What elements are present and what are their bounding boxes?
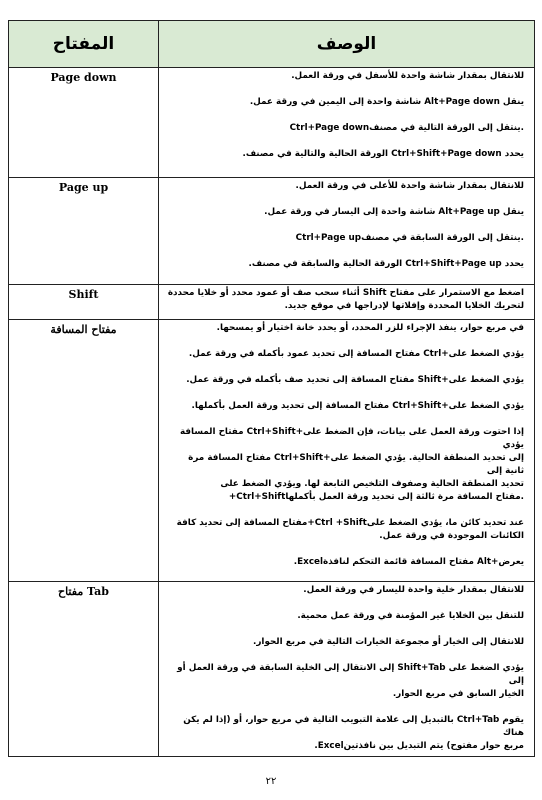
description-line: يعرض+Alt مفتاح المسافة قائمة التحكم لنافذةExcel. [293, 557, 524, 567]
description-line: مربع حوار مفتوح) يتم التبديل بين نافذتينExcel. [314, 741, 524, 751]
key-cell: Tab مفتاح [9, 582, 159, 757]
description-line [167, 219, 524, 232]
description-cell [159, 320, 535, 582]
description-cell [159, 582, 535, 757]
description-line: يقوم Ctrl+Tab بالتبديل إلى علامة التبويب التالية في مربع حوار، أو (إذا لم يكن هناك [183, 715, 524, 738]
key-cell: Page down [9, 68, 159, 178]
description-line: عند تحديد كائن ما، يؤدي الضغط علىCtrl +Shift+مفتاح المسافة إلى تحديد كافة [176, 518, 524, 528]
description-line: في مربع حوار، ينفذ الإجراء للزر المحدد، أو يحدد خانة اختيار أو يمسحها. [216, 323, 524, 333]
description-line: +Ctrl+Shiftمفتاح المسافة مرة ثالثة إلى تحديد ورقة العمل بأكملها. [228, 492, 524, 502]
description-line [167, 387, 524, 400]
description-line [167, 135, 524, 148]
description-line [167, 701, 524, 714]
description-line [167, 109, 524, 122]
description-line: لتحريك الخلايا المحددة وإفلاتها لإدراجها في موقع جديد. [284, 301, 524, 311]
description-line: اضغط مع الاستمرار على مفتاح Shift أثناء سحب صف أو عمود محدد أو خلايا محددة [167, 288, 524, 298]
table-row [9, 178, 535, 285]
description-line: Ctrl+Page downينتقل إلى الورقة التالية في مصنف. [289, 123, 524, 133]
description-line [167, 504, 524, 517]
description-line: الخيار السابق في مربع الحوار. [392, 689, 524, 699]
description-line: إلى تحديد المنطقة الحالية. يؤدي الضغط على+Ctrl+Shift مفتاح المسافة مرة ثانية إلى [188, 453, 524, 476]
table-body [9, 68, 535, 757]
description-line [167, 597, 524, 610]
header-key: المفتاح [9, 21, 159, 68]
table-row [9, 68, 535, 178]
description-line: يحدد Ctrl+Shift+Page up الورقة الحالية والسابقة في مصنف. [248, 259, 524, 269]
description-line [167, 335, 524, 348]
description-line: يؤدي الضغط على+Shift مفتاح المسافة إلى تحديد صف بأكمله في ورقة عمل. [186, 375, 524, 385]
description-line: Ctrl+Page upينتقل إلى الورقة السابقة في مصنف. [295, 233, 524, 243]
description-line [167, 413, 524, 426]
description-line: يؤدي الضغط على Shift+Tab إلى الانتقال إلى الخلية السابقة في ورقة العمل أو إلى [177, 663, 524, 686]
document-page [8, 20, 534, 757]
description-cell [159, 68, 535, 178]
description-line: يحدد Ctrl+Shift+Page down الورقة الحالية والتالية في مصنف. [242, 149, 524, 159]
shortcut-table [8, 20, 535, 757]
key-cell: Page up [9, 178, 159, 285]
description-cell [159, 178, 535, 285]
description-line: يؤدي الضغط على+Ctrl+Shift مفتاح المسافة إلى تحديد ورقة العمل بأكملها. [191, 401, 524, 411]
description-line: للتنقل بين الخلايا غير المؤمنة في ورقة عمل محمية. [297, 611, 524, 621]
description-line [167, 649, 524, 662]
description-line: للانتقال بمقدار خلية واحدة لليسار في ورقة العمل. [303, 585, 524, 595]
description-line [167, 245, 524, 258]
table-row [9, 320, 535, 582]
description-line: للانتقال بمقدار شاشة واحدة للأعلى في ورقة العمل. [295, 181, 524, 191]
description-line: للانتقال بمقدار شاشة واحدة للأسفل في ورقة العمل. [291, 71, 524, 81]
header-description: الوصف [159, 21, 535, 68]
description-line: للانتقال إلى الخيار أو مجموعة الخيارات التالية في مربع الحوار. [253, 637, 524, 647]
description-line [167, 83, 524, 96]
description-line: ينقل Alt+Page up شاشة واحدة إلى اليسار في ورقة عمل. [264, 207, 524, 217]
description-line: يؤدي الضغط على+Ctrl مفتاح المسافة إلى تحديد عمود بأكمله في ورقة عمل. [188, 349, 524, 359]
description-line: ينقل Alt+Page down شاشة واحدة إلى اليمين في ورقة عمل. [249, 97, 524, 107]
description-line [167, 623, 524, 636]
description-line [167, 543, 524, 556]
description-line [167, 361, 524, 374]
table-row [9, 285, 535, 320]
description-line [167, 193, 524, 206]
key-cell: مفتاح المسافة [9, 320, 159, 582]
description-line: الكائنات الموجودة في ورقة عمل. [379, 531, 524, 541]
table-header-row [9, 21, 535, 68]
key-cell: Shift [9, 285, 159, 320]
description-line: إذا احتوت ورقة العمل على بيانات، فإن الضغط على+Ctrl+Shift مفتاح المسافة يؤدي [179, 427, 524, 450]
page-number: ٢٢ [265, 776, 277, 787]
table-row [9, 582, 535, 757]
description-line: تحديد المنطقة الحالية وصفوف التلخيص التابعة لها. ويؤدي الضغط على [220, 479, 524, 489]
description-cell [159, 285, 535, 320]
